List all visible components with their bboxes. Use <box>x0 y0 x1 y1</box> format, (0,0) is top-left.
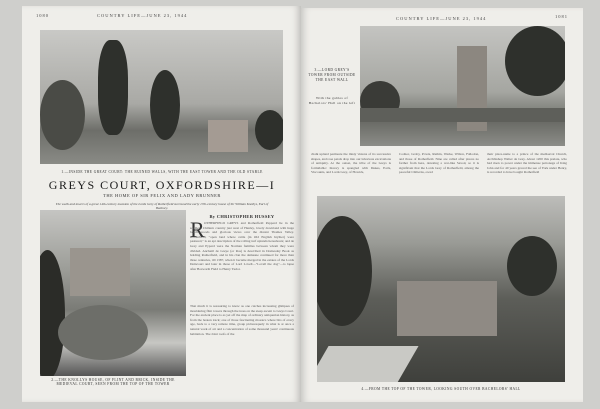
standfirst: The walls and towers of a great 14th-century mansion of the Lords Grey of Rotherfield surround the early 17th-century house of Sir William Knollys, Earl of Banbury. <box>55 202 269 210</box>
column-3: their place-name to a prince of the mediaeval Church, Archbishop Walter de Grey. About 1200 this prelate, who had risen to power under the immense patronage of King John and for 40 years graced the see of York under Henry, is recorded to have bought Rotherfield <box>487 152 567 175</box>
caption-3-title: 3.—LORD GREY'S TOWER FROM OUTSIDE THE EAST WALL <box>308 68 356 82</box>
byline: By CHRISTOPHER HUSSEY <box>209 214 275 219</box>
left-page <box>22 6 301 402</box>
caption-2: 2.—THE KNOLLYS HOUSE, OF FLINT AND BRICK, INSIDE THE MEDIEVAL COURT, SEEN FROM THE TOP OF THE TOWER <box>51 378 175 386</box>
photo-knollys-house <box>40 210 186 376</box>
page-number: 1080 <box>36 13 49 18</box>
caption-3-body: With the gables of Bachelors' Hall on the left <box>308 96 356 105</box>
caption-4: 4.—FROM THE TOP OF THE TOWER, LOOKING SOUTH OVER BACHELORS' HALL <box>361 387 521 391</box>
running-head: COUNTRY LIFE—JUNE 23, 1944 <box>396 16 487 21</box>
body-text-2: That much it is reassuring to know as one catches increasing glimpses of mouldering flint towers through the trees on the steep ascent to Greys Court. For the ancient place is as yet off the map of ordinary antiquarian history, as from the beaten track; one of those fascinating mosaics where bits of every age, back to a very remote time, group picturesquely in what is at once a natural work of art and a concentration of some thousand years' continuous habitation. The Joint roofs of the <box>190 304 294 336</box>
drop-cap: R <box>190 217 205 242</box>
column-2: Codnor, Groby, Powis, Ruthin, Warke, Wilton, Fallodon, and those of Rotherfield. Nine are called after places no farther from here, denoting a war-like Saxon; so it is significant that the Lords Grey of Rotherfield, among the peaceful Chilterns, owed <box>399 152 479 175</box>
article-title: GREYS COURT, OXFORDSHIRE—I <box>48 178 276 192</box>
running-head: COUNTRY LIFE—JUNE 23, 1944 <box>97 13 188 18</box>
caption-1: 1.—INSIDE THE GREAT COURT: THE RUINED WALLS, WITH THE EAST TOWER AND THE OLD STABLE <box>61 170 263 174</box>
body-text-1: OTHERFIELD GREYS and Rotherfield Peppard lie in the southern Chiltern country just west of Henley, lovely downland with huge beech woods and glorious views over the distant Thames Valley. Rotherfield, "open land where cattle (in Old English hryther) were pastured," is an apt description of the rolling turf uplands hereabouts; and de Grey and Pypard were the Norman families between whom they were divided. Anchetil de Greye (or Ros) is described in Domesday Book as holding Rotherfield, and in his clan the demesne continued for more than three centuries, till 1387, when it became merged in the estates of the Lords Deincourt and later in those of Lord Lovell—"Lovell the dog"—to lapse after Bosworth Field to Henry Tudor. <box>190 221 294 271</box>
right-page <box>301 8 583 402</box>
photo-lord-greys-tower <box>360 26 565 146</box>
column-1: chalk upland permeate the misty visions of its successive shapes, and rose petals drop into our laborious excavations of antiquity. At the outset, the tribe of the Greys is formidable: history is spangled with Dukes, Earls, Viscounts, and Lords Grey, of Howick, <box>311 152 391 175</box>
article-subtitle: THE HOME OF SIR FELIX AND LADY BRUNNER <box>103 193 221 198</box>
photo-great-court <box>40 30 283 164</box>
photo-bachelors-hall <box>317 196 565 382</box>
page-number: 1081 <box>555 14 568 19</box>
